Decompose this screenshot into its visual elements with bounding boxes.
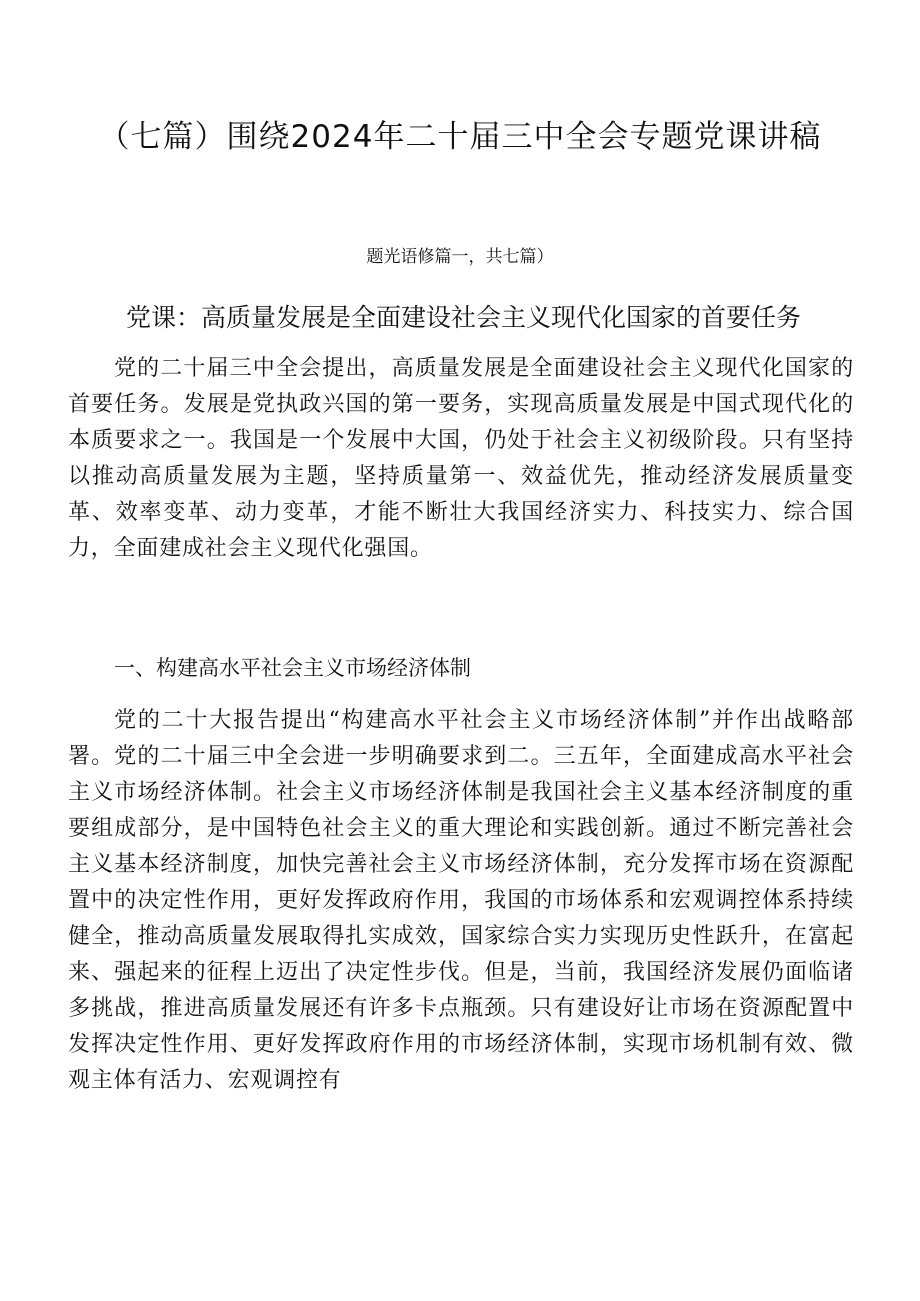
lecture-heading: 党课：高质量发展是全面建设社会主义现代化国家的首要任务 (126, 303, 802, 332)
document-title: （七篇）围绕2024年二十届三中全会专题党课讲稿 (98, 119, 822, 155)
section-heading-1: 一、构建高水平社会主义市场经济体制 (114, 656, 471, 680)
body-paragraph-1: 党的二十届三中全会提出，高质量发展是全面建设社会主义现代化国家的首要任务。发展是党执政兴国的第一要务，实现高质量发展是中国式现代化的本质要求之一。我国是一个发展中大国，仍处于社会主义初级阶段。只有坚持以推动高质量发展为主题，坚持质量第一、效益优先，推动经济发展质量变革、效率变革、动力变革，才能不断壮大我国经济实力、科技实力、综合国力，全面建成社会主义现代化强国。 (68, 356, 854, 561)
body-paragraph-2: 党的二十大报告提出“构建高水平社会主义市场经济体制”并作出战略部署。党的二十届三中全会进一步明确要求到二。三五年，全面建成高水平社会主义市场经济体制。社会主义市场经济体制是我国社会主义基本经济制度的重要组成部分，是中国特色社会主义的重大理论和实践创新。通过不断完善社会主义基本经济制度，加快完善社会主义市场经济体制，充分发挥市场在资源配置中的决定性作用，更好发挥政府作用，我国的市场体系和宏观调控体系持续健全，推动高质量发展取得扎实成效，国家综合实力实现历史性跃升，在富起来、强起来的征程上迈出了决定性步伐。但是，当前，我国经济发展仍面临诸多挑战，推进高质量发展还有许多卡点瓶颈。只有建设好让市场在资源配置中发挥决定性作用、更好发挥政府作用的市场经济体制，实现市场机制有效、微观主体有活力、宏观调控有 (68, 708, 854, 1093)
document-subtitle: 题光语修篇一，共七篇） (366, 247, 554, 267)
